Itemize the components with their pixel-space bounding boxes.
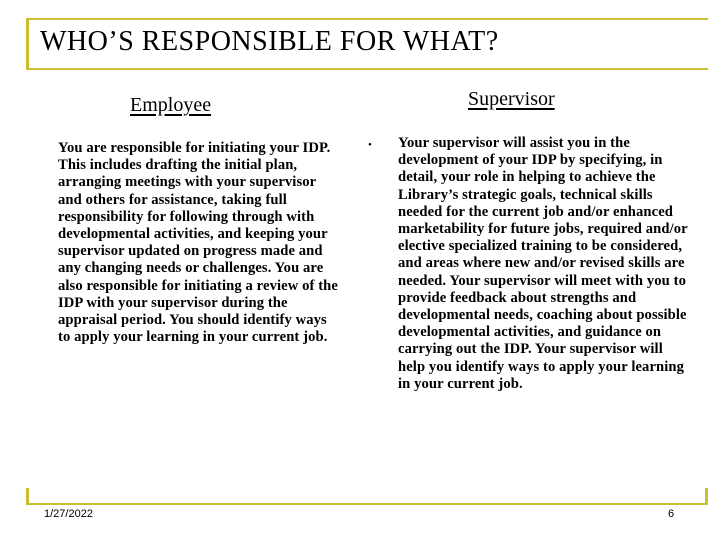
supervisor-responsibilities-text: Your supervisor will assist you in the development of your IDP by specifying, in detail, your role in helping to achieve the Library’s strategic goals, technical skills needed for the current job and/or enhanced marketability for future jobs, required and/or elective specialized training to be considered, and areas where new and/or revised skills are needed. Your supervisor will meet with you to provide feedback about strengths and developmental needs, coaching about possible developmental activities, and guidance on carrying out the IDP. Your supervisor will help you identify ways to apply your learning in your current job. bbox=[398, 135, 688, 392]
title-frame-left-line bbox=[26, 18, 29, 68]
employee-responsibilities-text: You are responsible for initiating your IDP. This includes drafting the initial plan, arranging meetings with your supervisor and others for assistance, taking full responsibility for following through with developmental activities, and keeping your supervisor updated on progress made and any changing needs or challenges. You are also responsible for initiating a review of the IDP with your supervisor during the appraisal period. You should identify ways to apply your learning in your current job. bbox=[58, 140, 338, 346]
employee-heading: Employee bbox=[130, 94, 212, 116]
footer-date: 1/27/2022 bbox=[44, 508, 93, 520]
title-divider bbox=[26, 68, 708, 70]
page-number: 6 bbox=[668, 508, 675, 520]
footer-frame-left-line bbox=[26, 488, 29, 504]
bullet-icon: • bbox=[368, 139, 372, 151]
title-frame-top-line bbox=[26, 18, 708, 20]
supervisor-heading: Supervisor bbox=[468, 88, 555, 110]
footer-divider bbox=[26, 503, 708, 505]
footer-frame-right-line bbox=[705, 488, 708, 504]
slide-title: WHO’S RESPONSIBLE FOR WHAT? bbox=[40, 26, 499, 57]
